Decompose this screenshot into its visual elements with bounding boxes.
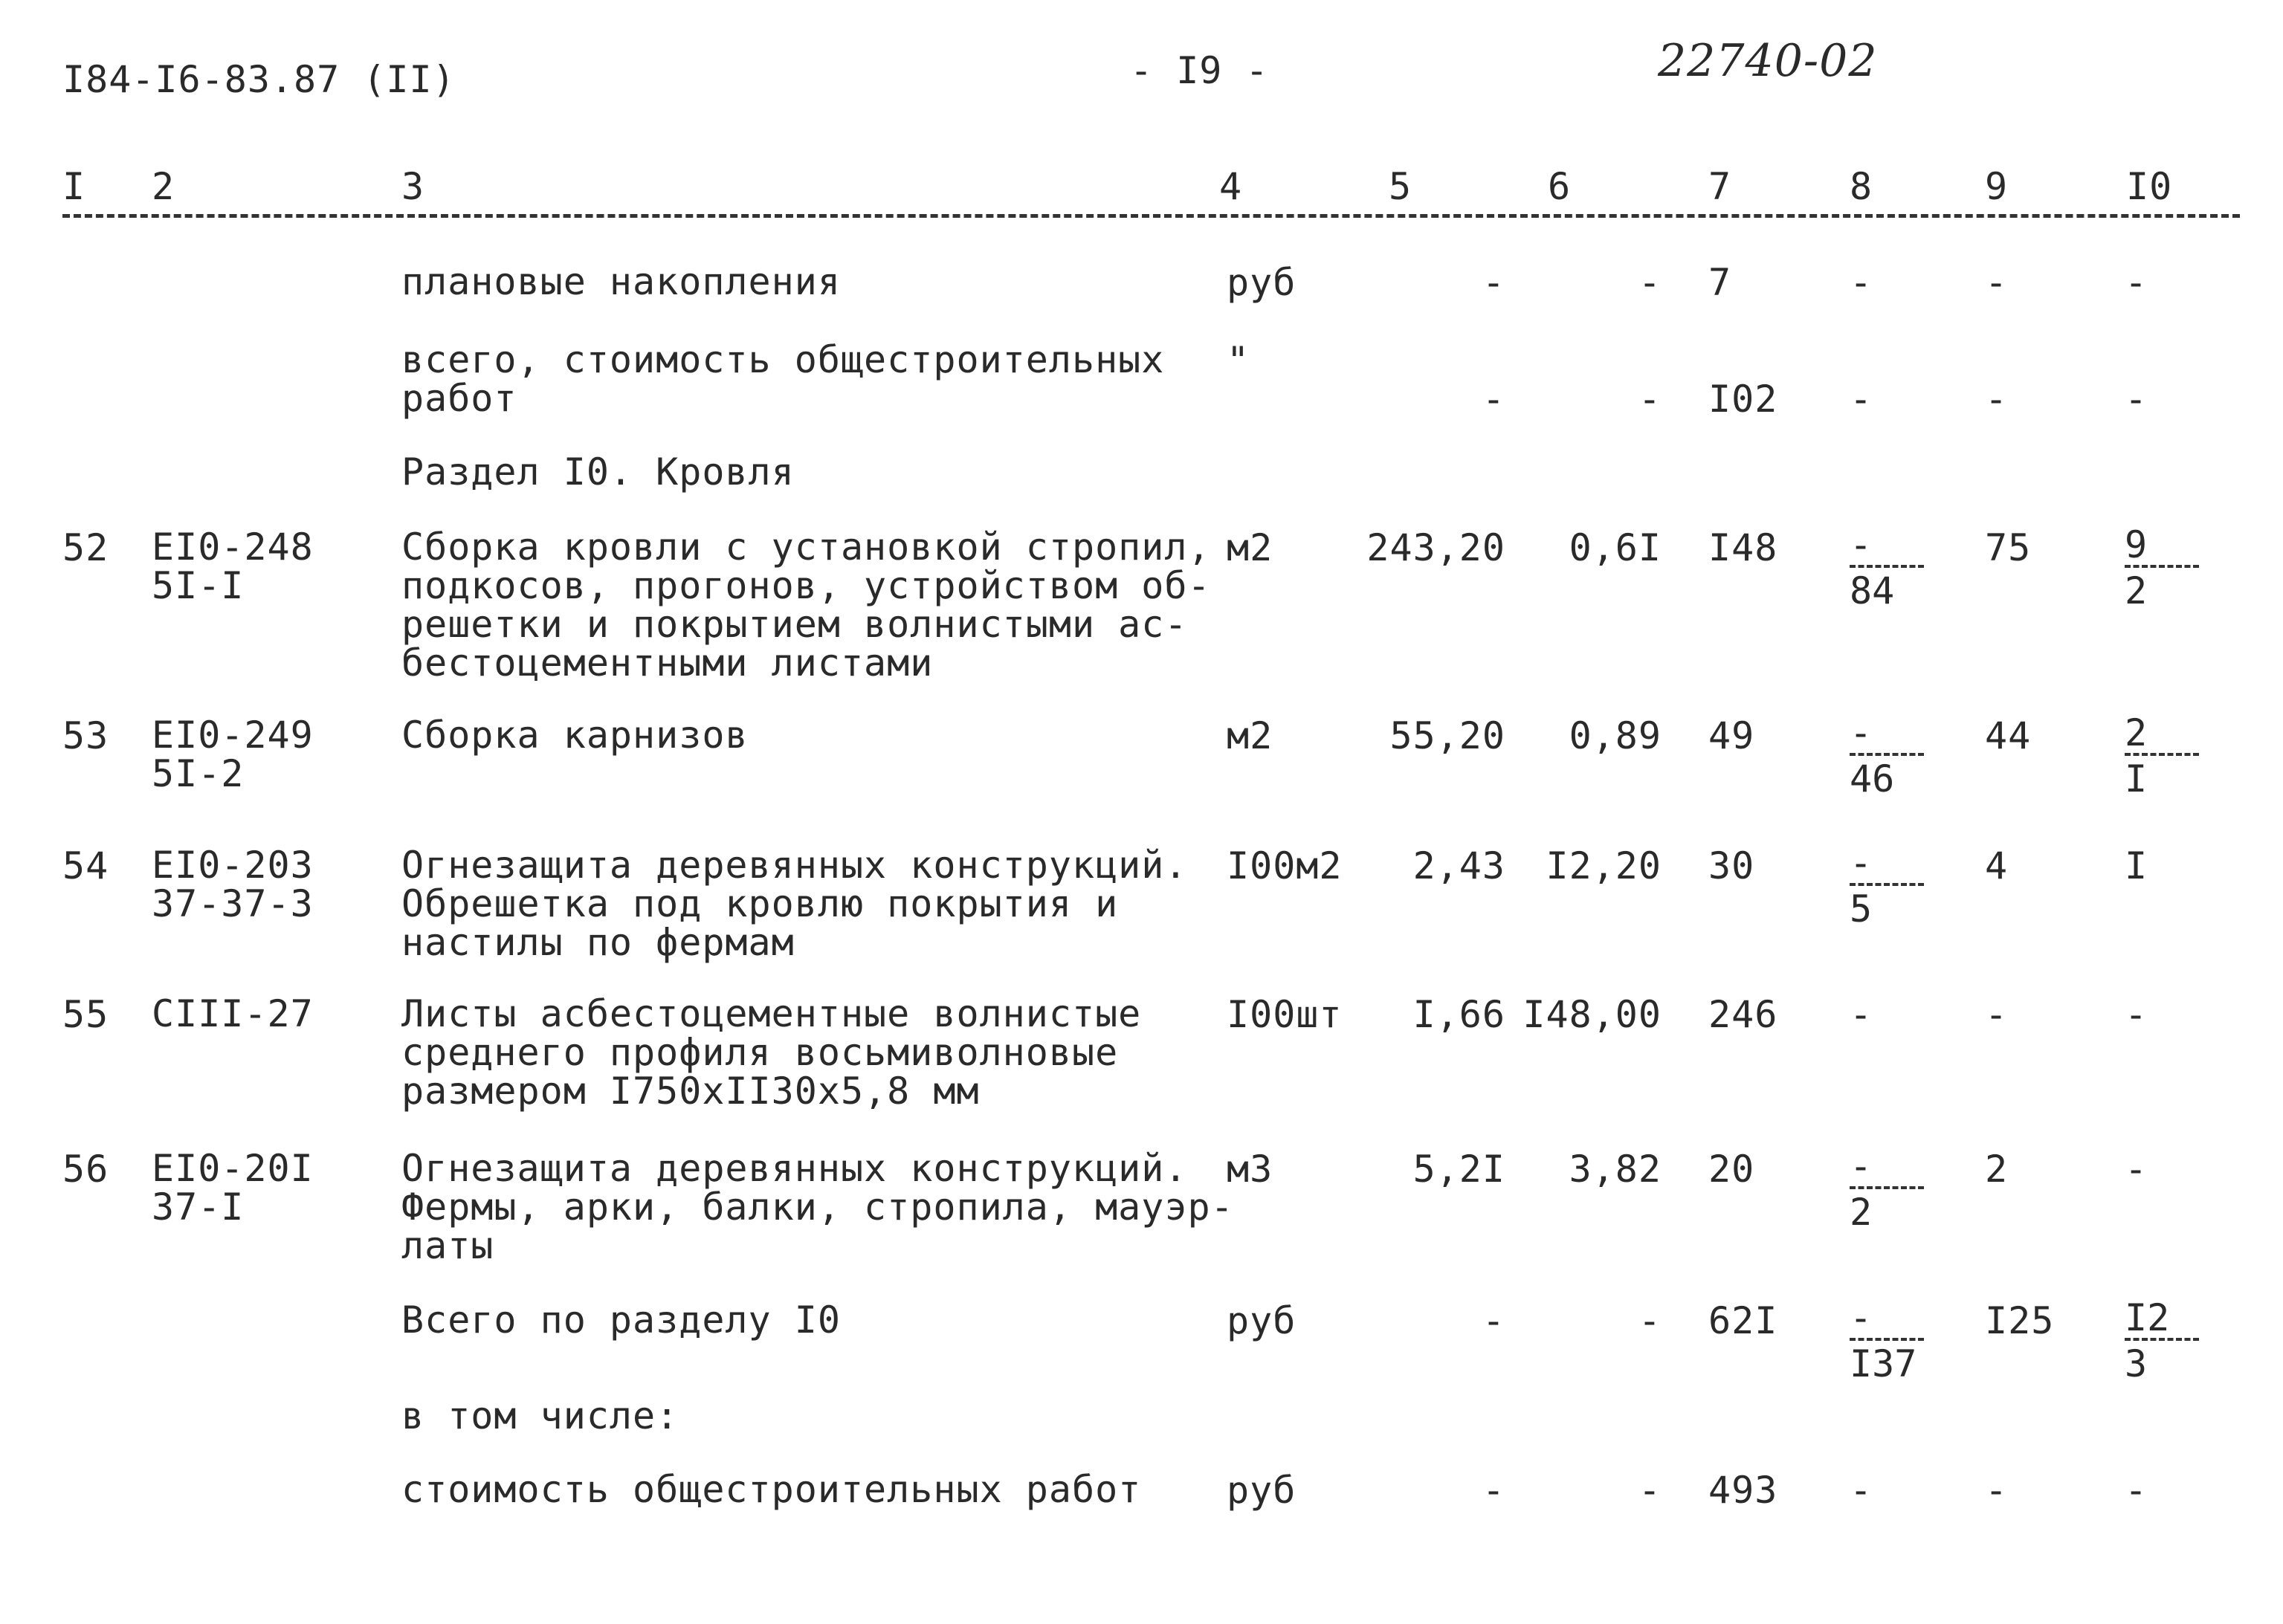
value-c9: I25 [1985,1299,2055,1342]
value-c6: I48,00 [1522,993,1662,1036]
work-description: Сборка карнизов [401,714,749,757]
value-c5: I,66 [1412,993,1505,1036]
value-c9: - [1985,378,2009,421]
value-c6: - [1638,261,1662,304]
column-header: 7 [1708,165,1732,208]
value-c5: 55,20 [1389,714,1505,757]
value-c5: 5,2I [1412,1148,1505,1191]
value-c9: - [1985,993,2009,1036]
work-description: Огнезащита деревянных конструкций. Обрешетка под кровлю покрытия и настилы по фермам [401,844,1188,964]
value-c6: - [1638,378,1662,421]
value-c10: - [2125,1469,2148,1512]
value-c6: 3,82 [1569,1148,1662,1191]
fraction-c10 [2125,1296,2199,1385]
value-c7: 62I [1708,1299,1778,1342]
section-heading: в том числе: [401,1394,679,1437]
value-c6: - [1638,1299,1662,1342]
unit: м2 [1227,526,1273,569]
page-number: - I9 - [1130,49,1269,92]
unit: руб [1227,261,1297,304]
column-header: 2 [152,165,175,208]
value-c6: I2,20 [1546,844,1662,887]
fraction-numerator: - [1850,1145,1873,1188]
value-c9: - [1985,1469,2009,1512]
fraction-numerator: I2 [2125,1296,2170,1339]
row-number: 52 [62,526,109,569]
value-c7: I48 [1708,526,1778,569]
row-number: 53 [62,714,109,757]
value-c7: 246 [1708,993,1778,1036]
header-divider [62,214,2240,218]
value-c5: 243,20 [1366,526,1505,569]
value-c6: - [1638,1469,1662,1512]
fraction-numerator: - [1850,523,1873,566]
fraction-c8 [1850,841,1924,931]
value-c7: I02 [1708,378,1778,421]
section-heading: Раздел I0. Кровля [401,450,795,494]
fraction-denominator: I [2125,757,2148,800]
value-c10: - [2125,993,2148,1036]
fraction-denominator: 3 [2125,1342,2148,1385]
fraction-denominator: 2 [1850,1191,1873,1234]
value-c9: - [1985,261,2009,304]
value-c10: - [2125,261,2148,304]
unit: I00шт [1227,993,1343,1036]
value-c9: 44 [1985,714,2032,757]
fraction-c8 [1850,711,1924,800]
value-c7: 30 [1708,844,1755,887]
fraction-denominator: 46 [1850,757,1895,800]
unit: м2 [1227,714,1273,757]
value-c7: 7 [1708,261,1732,304]
value-c5: - [1482,261,1505,304]
fraction-numerator: 9 [2125,523,2148,566]
column-header: 9 [1985,165,2009,208]
fraction-c8 [1850,1296,1924,1385]
work-description: Всего по разделу I0 [401,1298,841,1342]
column-header: I [62,165,86,208]
value-c8: - [1850,378,1873,421]
rate-code: EI0-20I 37-I [152,1147,314,1229]
fraction-numerator: - [1850,1296,1873,1339]
unit: " [1227,339,1250,382]
row-number: 55 [62,993,109,1036]
fraction-c10 [2125,523,2199,612]
value-c6: 0,6I [1569,526,1662,569]
column-header: 4 [1219,165,1243,208]
fraction-numerator: - [1850,711,1873,754]
column-header: 5 [1389,165,1412,208]
fraction-denominator: 5 [1850,887,1873,931]
value-c9: 4 [1985,844,2009,887]
row-number: 56 [62,1148,109,1191]
rate-code: EI0-249 5I-2 [152,714,314,795]
value-c8: - [1850,261,1873,304]
value-c7: 49 [1708,714,1755,757]
work-description: всего, стоимость общестроительных работ [401,338,1165,420]
value-c8: - [1850,1469,1873,1512]
rate-code: CIII-27 [152,992,314,1035]
work-description: стоимость общестроительных работ [401,1468,1142,1511]
column-header: 8 [1850,165,1873,208]
value-c5: - [1482,1299,1505,1342]
value-c10: - [2125,378,2148,421]
value-c7: 20 [1708,1148,1755,1191]
work-description: Листы асбестоцементные волнистые среднего профиля восьмиволновые размером I750xII30x5,8 мм [401,992,1142,1113]
fraction-c8 [1850,523,1924,612]
fraction-c10 [2125,711,2199,800]
work-description: Сборка кровли с установкой стропил, подкосов, прогонов, устройством об- решетки и покрытием волнистыми ас- бестоцементными листами [401,525,1211,685]
value-c5: 2,43 [1412,844,1505,887]
fraction-denominator: 2 [2125,569,2148,612]
document-code: I84-I6-83.87 (II) [62,58,456,101]
rate-code: EI0-203 37-37-3 [152,844,314,925]
fraction-numerator: 2 [2125,711,2148,754]
value-c9: 2 [1985,1148,2009,1191]
unit: I00м2 [1227,844,1343,887]
value-c10: - [2125,1148,2148,1191]
column-header: I0 [2126,165,2173,208]
fraction-numerator: - [1850,841,1873,884]
handwritten-number: 22740-02 [1658,35,1878,87]
value-c6: 0,89 [1569,714,1662,757]
value-c7: 493 [1708,1469,1778,1512]
work-description: Огнезащита деревянных конструкций. Фермы, арки, балки, стропила, мауэр- латы [401,1147,1234,1267]
value-c5: - [1482,1469,1505,1512]
column-header: 3 [401,165,425,208]
value-c8: - [1850,993,1873,1036]
work-description: плановые накопления [401,260,841,303]
unit: руб [1227,1299,1297,1342]
value-c10: I [2125,844,2148,887]
unit: м3 [1227,1148,1273,1191]
fraction-denominator: I37 [1850,1342,1917,1385]
value-c5: - [1482,378,1505,421]
column-header: 6 [1548,165,1572,208]
fraction-c8 [1850,1145,1924,1234]
fraction-denominator: 84 [1850,569,1895,612]
value-c9: 75 [1985,526,2032,569]
unit: руб [1227,1469,1297,1512]
rate-code: EI0-248 5I-I [152,525,314,607]
row-number: 54 [62,844,109,887]
